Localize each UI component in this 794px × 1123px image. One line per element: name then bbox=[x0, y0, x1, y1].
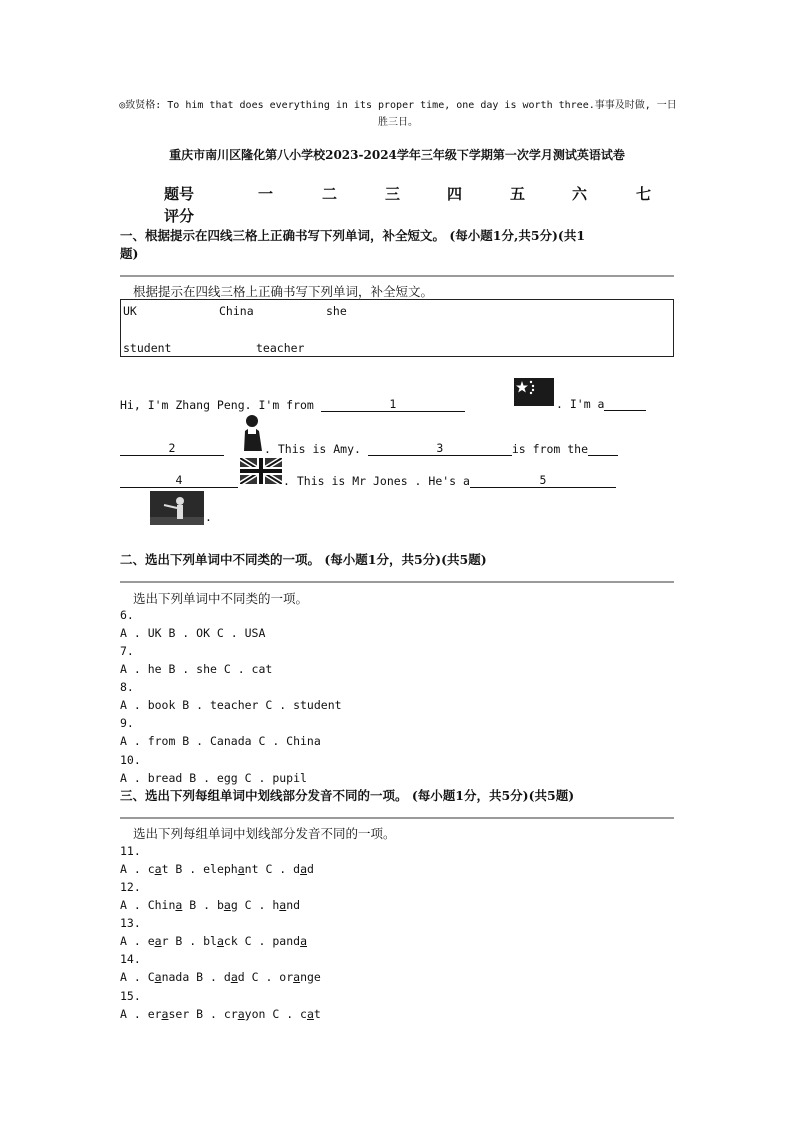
story-line-3-start bbox=[120, 473, 238, 488]
word-box bbox=[120, 299, 674, 357]
word-student: student bbox=[123, 341, 172, 355]
page-title: 重庆市南川区隆化第八小学校2023-2024学年三年级下学期第一次学月测试英语试卷 bbox=[169, 148, 625, 162]
story-line-2: . This is Amy. 3 is from the bbox=[264, 441, 618, 456]
story-end: . bbox=[205, 510, 212, 524]
divider bbox=[120, 581, 674, 583]
word-she: she bbox=[326, 304, 347, 318]
motto-line-1: ◎致贤格: To him that does everything in its proper time, one day is worth three.事事及时做, 一日 bbox=[119, 100, 677, 111]
score-row-label: 题号 bbox=[164, 185, 195, 203]
word-uk: UK bbox=[123, 304, 137, 318]
question-options[interactable]: A . ear B . black C . panda bbox=[120, 934, 307, 948]
question-options[interactable]: A . UK B . OK C . USA bbox=[120, 626, 266, 640]
question-options[interactable]: A . book B . teacher C . student bbox=[120, 698, 342, 712]
question-number: 12. bbox=[120, 880, 141, 894]
china-flag-icon bbox=[514, 378, 554, 406]
question-options[interactable]: A . he B . she C . cat bbox=[120, 662, 273, 676]
score-col-1: 一 bbox=[258, 185, 274, 203]
section-2-heading: 二、选出下列单词中不同类的一项。 (每小题1分，共5分)(共5题) bbox=[120, 552, 487, 567]
motto bbox=[118, 97, 678, 131]
girl-icon bbox=[240, 413, 266, 451]
word-teacher: teacher bbox=[256, 341, 305, 355]
question-number: 15. bbox=[120, 989, 141, 1003]
question-number: 6. bbox=[120, 608, 134, 622]
motto-line-2: 胜三日。 bbox=[378, 117, 418, 128]
question-number: 8. bbox=[120, 680, 134, 694]
section-1-instruction: 根据提示在四线三格上正确书写下列单词，补全短文。 bbox=[133, 284, 434, 299]
story-line-1: Hi, I'm Zhang Peng. I'm from 1 bbox=[120, 397, 465, 412]
question-options[interactable]: A . China B . bag C . hand bbox=[120, 898, 301, 912]
uk-flag-icon bbox=[240, 458, 282, 484]
question-options[interactable]: A . bread B . egg C . pupil bbox=[120, 771, 307, 785]
question-number: 13. bbox=[120, 916, 141, 930]
section-1-heading: 一、根据提示在四线三格上正确书写下列单词，补全短文。 (每小题1分,共5分)(共1 题) bbox=[120, 228, 586, 261]
question-number: 11. bbox=[120, 844, 141, 858]
blank-1[interactable]: 1 bbox=[321, 397, 465, 412]
question-number: 9. bbox=[120, 716, 134, 730]
score-col-5: 五 bbox=[510, 185, 526, 203]
question-number: 7. bbox=[120, 644, 134, 658]
section-2-instruction: 选出下列单词中不同类的一项。 bbox=[133, 591, 309, 606]
teacher-blackboard-icon bbox=[150, 491, 204, 525]
score-col-2: 二 bbox=[322, 185, 338, 203]
blank-5[interactable]: 5 bbox=[470, 473, 616, 488]
story-line-3: . This is Mr Jones . He's a 5 bbox=[283, 473, 616, 488]
score-col-6: 六 bbox=[572, 185, 588, 203]
score-row2-label: 评分 bbox=[164, 207, 195, 225]
question-number: 10. bbox=[120, 753, 141, 767]
section-3-heading: 三、选出下列每组单词中划线部分发音不同的一项。 (每小题1分，共5分)(共5题) bbox=[120, 788, 575, 803]
question-options[interactable]: A . Canada B . dad C . orange bbox=[120, 970, 321, 984]
blank-4[interactable]: 4 bbox=[120, 473, 238, 488]
question-number: 14. bbox=[120, 952, 141, 966]
divider bbox=[120, 817, 674, 819]
question-options[interactable]: A . eraser B . crayon C . cat bbox=[120, 1007, 321, 1021]
section-3-instruction: 选出下列每组单词中划线部分发音不同的一项。 bbox=[133, 826, 396, 841]
story-line-2-start bbox=[120, 441, 224, 456]
divider bbox=[120, 275, 674, 277]
blank-2[interactable]: 2 bbox=[120, 441, 224, 456]
question-options[interactable]: A . from B . Canada C . China bbox=[120, 734, 321, 748]
score-col-7: 七 bbox=[636, 185, 652, 203]
word-china: China bbox=[219, 304, 254, 318]
story-line-1-end: . I'm a bbox=[556, 397, 646, 411]
score-col-3: 三 bbox=[385, 185, 401, 203]
question-options[interactable]: A . cat B . elephant C . dad bbox=[120, 862, 314, 876]
score-col-4: 四 bbox=[447, 185, 463, 203]
blank-3[interactable]: 3 bbox=[368, 441, 512, 456]
